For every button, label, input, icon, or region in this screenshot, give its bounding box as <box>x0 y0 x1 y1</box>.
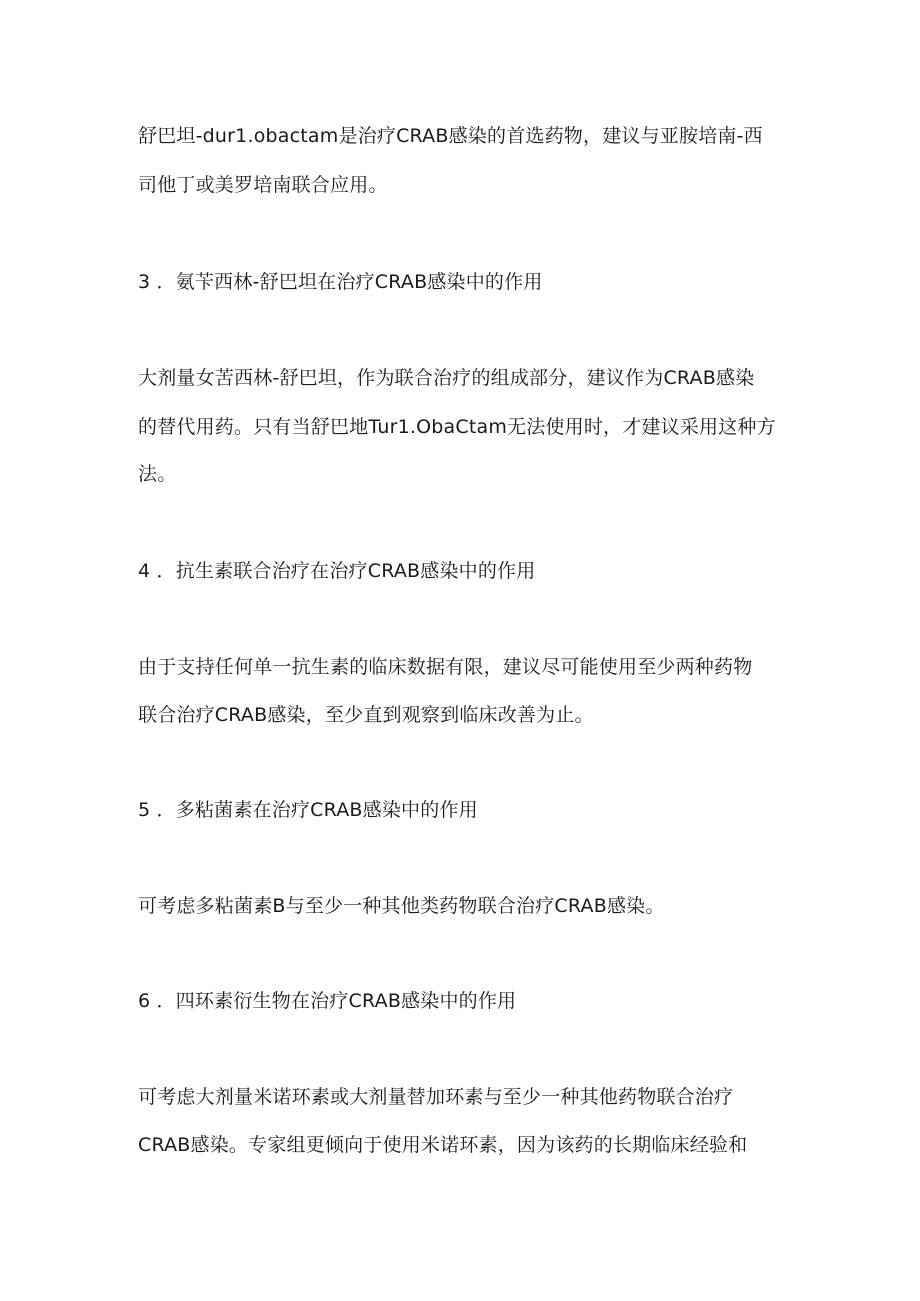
section-4-heading: 4 ．抗生素联合治疗在治疗CRAB感染中的作用 <box>138 560 536 582</box>
paragraph-2-line-2: 的替代用药。只有当舒巴地Tur1.ObaCtam无法使用时，才建议采用这种方 <box>138 416 776 438</box>
paragraph-1-line-1: 舒巴坦-dur1.obactam是治疗CRAB感染的首选药物，建议与亚胺培南-西 <box>138 125 763 147</box>
paragraph-3-line-2: 联合治疗CRAB感染，至少直到观察到临床改善为止。 <box>138 704 594 726</box>
paragraph-4-line-1: 可考虑多粘菌素B与至少一种其他类药物联合治疗CRAB感染。 <box>138 895 665 917</box>
paragraph-5-line-2: CRAB感染。专家组更倾向于使用米诺环素，因为该药的长期临床经验和 <box>138 1134 748 1156</box>
paragraph-3-line-1: 由于支持任何单一抗生素的临床数据有限，建议尽可能使用至少两种药物 <box>138 656 753 678</box>
paragraph-1-line-2: 司他丁或美罗培南联合应用。 <box>138 174 388 196</box>
paragraph-2-line-1: 大剂量女苦西林-舒巴坦，作为联合治疗的组成部分，建议作为CRAB感染 <box>138 367 755 389</box>
paragraph-2-line-3: 法。 <box>138 463 177 485</box>
section-5-heading: 5 ．多粘菌素在治疗CRAB感染中的作用 <box>138 799 478 821</box>
section-6-heading: 6 ．四环素衍生物在治疗CRAB感染中的作用 <box>138 990 517 1012</box>
paragraph-5-line-1: 可考虑大剂量米诺环素或大剂量替加环素与至少一种其他药物联合治疗 <box>138 1086 734 1108</box>
section-3-heading: 3 ．氨苄西林-舒巴坦在治疗CRAB感染中的作用 <box>138 271 543 293</box>
